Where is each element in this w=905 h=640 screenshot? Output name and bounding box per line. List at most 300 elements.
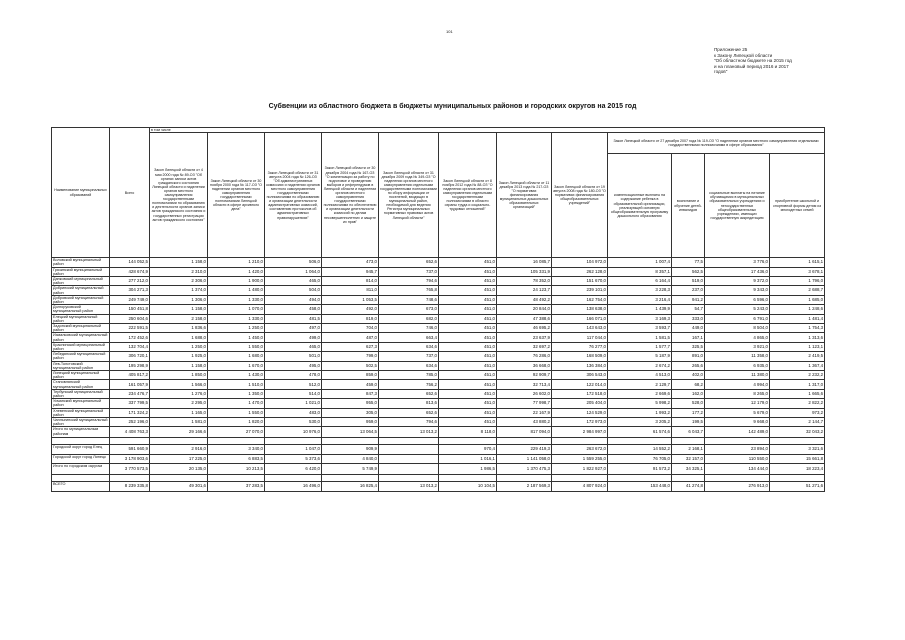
cell-value: 451,0 (439, 380, 497, 389)
cell-value: 151 670,0 (552, 276, 608, 285)
row-name: Усманский муниципальный район (52, 399, 110, 408)
cell-value: 1 481,4 (770, 314, 825, 323)
spacer-row (52, 474, 825, 481)
table-row (52, 276, 825, 285)
cell-value: 1 510,0 (208, 380, 265, 389)
appendix-line: "Об областном бюджете на 2015 год (714, 58, 792, 64)
cell-value: 3 593,7 (608, 323, 672, 332)
cell-value: 2 674,2 (608, 361, 672, 370)
cell-value: 530,0 (265, 418, 322, 427)
cell-value: 473,0 (322, 258, 379, 267)
empty-cell (322, 438, 379, 445)
cell-value: 9 668,0 (705, 418, 770, 427)
cell-value: 1 566,0 (150, 380, 208, 389)
cell-value: 813,6 (379, 399, 439, 408)
cell-value: 451,0 (439, 267, 497, 276)
cell-value: 1 581,0 (150, 418, 208, 427)
cell-value: 26 602,0 (497, 389, 552, 398)
cell-value: 495,0 (265, 361, 322, 370)
cell-value: 20 135,0 (150, 463, 208, 474)
cell-value: 14 552,2 (608, 445, 672, 454)
cell-value: 167,1 (672, 333, 705, 342)
empty-cell (110, 438, 150, 445)
header-total: Всего (110, 128, 150, 258)
row-name: Городской округ город Липецк (52, 454, 110, 463)
row-name: Воловский муниципальный район (52, 258, 110, 267)
row-name: Задонский муниципальный район (52, 323, 110, 332)
table-row (52, 342, 825, 351)
cell-value: 1 420,0 (208, 267, 265, 276)
empty-cell (608, 438, 672, 445)
header-name: Наименование муниципальных образований (52, 128, 110, 258)
cell-total: 195 298,9 (110, 361, 150, 370)
cell-value: 451,0 (439, 323, 497, 332)
cell-value: 16 496,0 (265, 481, 322, 491)
cell-value: 704,0 (322, 323, 379, 332)
cell-total: 337 799,5 (110, 399, 150, 408)
cell-value: 1 158,0 (150, 361, 208, 370)
cell-value: 136 384,0 (552, 361, 608, 370)
header-meals: социальные выплаты на питание обучающимся в муниципальных образовательных учреждениях и негосударственных общеобразовательных учреждениях, имеющих государственную аккредитацию (705, 154, 770, 258)
header-law-3: Закон Липецкой области от 31 августа 2004 года № 126-ОЗ "Об административных комиссиях и наделении органов местного самоуправления государственными полномочиями по образованию и организации деятельности административных комиссий, составлению протоколов об административных правонарушениях" (265, 133, 322, 258)
cell-value: 134 444,0 (705, 463, 770, 474)
cell-value: 23 894,0 (705, 445, 770, 454)
cell-total: 405 817,2 (110, 370, 150, 379)
subsidies-table (51, 127, 825, 492)
row-name: Городской округ город Елец (52, 445, 110, 454)
row-name: Данковский муниципальный район (52, 276, 110, 285)
cell-value: 78 352,0 (497, 276, 552, 285)
cell-value: 51 271,6 (770, 481, 825, 491)
table-row (52, 418, 825, 427)
cell-value: 451,0 (439, 352, 497, 361)
cell-value: 1 665,6 (770, 389, 825, 398)
cell-value: 465,0 (265, 342, 322, 351)
cell-value: 1 350,0 (208, 389, 265, 398)
cell-value: 2 916,0 (150, 445, 208, 454)
cell-value: 499,0 (265, 333, 322, 342)
cell-total: 249 749,0 (110, 295, 150, 304)
cell-value: 1 250,0 (150, 342, 208, 351)
table-row (52, 427, 825, 438)
table-row (52, 380, 825, 389)
cell-value: 1 330,0 (208, 314, 265, 323)
cell-value: 562,5 (672, 267, 705, 276)
row-name: Лебедянский муниципальный район (52, 352, 110, 361)
cell-value: 799,0 (322, 352, 379, 361)
cell-value: 2 306,0 (150, 276, 208, 285)
cell-value: 2 168,1 (672, 445, 705, 454)
empty-cell (770, 438, 825, 445)
table-body (52, 258, 825, 492)
cell-value: 1 615,1 (770, 258, 825, 267)
row-name: Хлевенский муниципальный район (52, 408, 110, 417)
cell-value: 970,4 (439, 445, 497, 454)
table-row (52, 333, 825, 342)
cell-value: 2 984 997,0 (552, 427, 608, 438)
cell-total: 161 057,9 (110, 380, 150, 389)
cell-value: 6 043,7 (672, 427, 705, 438)
cell-value: 49 301,6 (150, 481, 208, 491)
cell-value: 76 277,0 (552, 342, 608, 351)
cell-value: 32 697,2 (497, 342, 552, 351)
cell-value: 492,0 (322, 305, 379, 314)
header-disabled-children: воспитание и обучение детей-инвалидов (672, 154, 705, 258)
cell-value: 1 165,0 (150, 408, 208, 417)
cell-value: 512,0 (265, 380, 322, 389)
cell-value: 451,0 (439, 361, 497, 370)
cell-value: 1 993,2 (608, 408, 672, 417)
cell-value: 27 070,0 (208, 427, 265, 438)
cell-value: 32 157,0 (672, 454, 705, 463)
cell-value (379, 454, 439, 463)
empty-cell (265, 474, 322, 481)
table-row (52, 408, 825, 417)
cell-value: 6 596,0 (705, 295, 770, 304)
cell-value: 1 330,0 (208, 295, 265, 304)
cell-value: 199,5 (672, 418, 705, 427)
cell-value: 4 994,0 (705, 380, 770, 389)
empty-cell (770, 474, 825, 481)
cell-value: 172 518,0 (552, 389, 608, 398)
cell-total: 8 239 335,8 (110, 481, 150, 491)
cell-value: 76 705,0 (608, 454, 672, 463)
row-name: Чаплыгинский муниципальный район (52, 418, 110, 427)
cell-value: 8 357,1 (608, 267, 672, 276)
cell-value: 891,0 (672, 352, 705, 361)
empty-cell (110, 474, 150, 481)
empty-cell (52, 438, 110, 445)
cell-total: 250 604,6 (110, 314, 150, 323)
cell-value: 3 776,0 (705, 258, 770, 267)
cell-value: 6 935,0 (705, 361, 770, 370)
cell-value: 451,0 (439, 389, 497, 398)
cell-value: 2 144,7 (770, 418, 825, 427)
row-name: Тербунский муниципальный район (52, 389, 110, 398)
cell-value: 263 672,0 (552, 445, 608, 454)
table-row (52, 286, 825, 295)
cell-value: 504,0 (265, 286, 322, 295)
cell-value: 1 480,0 (208, 286, 265, 295)
cell-value: 2 822,2 (770, 399, 825, 408)
row-name: Становлянский муниципальный район (52, 380, 110, 389)
cell-value: 1 007,4 (608, 258, 672, 267)
cell-value: 494,0 (265, 295, 322, 304)
cell-value: 262 128,0 (552, 267, 608, 276)
cell-value: 3 216,4 (608, 295, 672, 304)
cell-value: 8 265,0 (705, 389, 770, 398)
cell-value: 1 550,0 (208, 408, 265, 417)
empty-cell (150, 438, 208, 445)
cell-value: 2 187 569,3 (497, 481, 552, 491)
row-name: Итого по городским округам (52, 463, 110, 474)
cell-value: 13 013,2 (379, 427, 439, 438)
cell-value: 166 071,0 (552, 314, 608, 323)
cell-value: 265,6 (672, 361, 705, 370)
cell-value: 487,0 (322, 333, 379, 342)
empty-cell (379, 474, 439, 481)
cell-value: 1 250,0 (208, 323, 265, 332)
grand-total-row (52, 481, 825, 491)
spacer-row (52, 438, 825, 445)
cell-value: 1 670,0 (208, 361, 265, 370)
cell-value: 1 430,0 (208, 370, 265, 379)
cell-value: 8 118,0 (439, 427, 497, 438)
cell-value: 61 574,6 (608, 427, 672, 438)
cell-value: 1 158,0 (150, 258, 208, 267)
cell-total: 144 052,5 (110, 258, 150, 267)
empty-cell (705, 438, 770, 445)
empty-cell (208, 438, 265, 445)
cell-value: 627,3 (322, 342, 379, 351)
cell-value: 794,6 (379, 276, 439, 285)
cell-value: 11 380,0 (705, 370, 770, 379)
cell-value: 847,3 (322, 389, 379, 398)
cell-value: 4 865,0 (705, 333, 770, 342)
cell-value: 305,0 (322, 408, 379, 417)
cell-value: 756,2 (379, 380, 439, 389)
cell-total: 234 476,7 (110, 389, 150, 398)
cell-value: 6 883,5 (208, 454, 265, 463)
empty-cell (672, 438, 705, 445)
cell-value: 451,0 (439, 370, 497, 379)
cell-value: 17 225,0 (150, 454, 208, 463)
cell-total: 171 324,2 (110, 408, 150, 417)
appendix-reference (714, 47, 824, 75)
cell-value: 1 317,0 (770, 380, 825, 389)
cell-value: 451,0 (439, 342, 497, 351)
cell-value: 458,0 (265, 305, 322, 314)
cell-value: 481,5 (265, 314, 322, 323)
cell-value: 1 581,5 (608, 333, 672, 342)
cell-value: 451,0 (439, 276, 497, 285)
table-row (52, 361, 825, 370)
cell-value: 909,9 (322, 445, 379, 454)
cell-total: 3 770 573,5 (110, 463, 150, 474)
cell-value: 3 205,2 (608, 418, 672, 427)
cell-total: 172 452,6 (110, 333, 150, 342)
cell-total: 591 660,9 (110, 445, 150, 454)
cell-value: 1 925,0 (150, 352, 208, 361)
row-name: Добровский муниципальный район (52, 295, 110, 304)
cell-value: 1 796,0 (770, 276, 825, 285)
empty-cell (672, 474, 705, 481)
cell-value: 3 340,0 (208, 445, 265, 454)
cell-value: 5 749,9 (322, 463, 379, 474)
cell-value: 16 085,7 (497, 258, 552, 267)
cell-value: 941,2 (672, 295, 705, 304)
cell-value: 1 158,0 (150, 305, 208, 314)
cell-value: 18 223,4 (770, 463, 825, 474)
cell-value: 3 921,0 (705, 342, 770, 351)
row-name: Итого по муниципальным районам (52, 427, 110, 438)
cell-value: 1 820,0 (208, 418, 265, 427)
table-row (52, 323, 825, 332)
cell-value: 2 688,7 (770, 286, 825, 295)
cell-value: 459,0 (322, 380, 379, 389)
header-law-6: Закон Липецкой области от 8 ноября 2012 года № 88-ОЗ "О наделении органов местного самоуправления отдельными государственными полномочиями в области охраны труда и социально-трудовых отношений" (439, 133, 497, 258)
cell-value: 20 844,0 (497, 305, 552, 314)
cell-value: 2 158,0 (150, 314, 208, 323)
cell-value: 955,0 (322, 399, 379, 408)
cell-value: 402,0 (672, 370, 705, 379)
cell-total: 132 704,4 (110, 342, 150, 351)
empty-cell (552, 438, 608, 445)
cell-value: 451,0 (439, 286, 497, 295)
cell-value: 23 637,9 (497, 333, 552, 342)
row-name: Измалковский муниципальный район (52, 333, 110, 342)
cell-value: 4 513,0 (608, 370, 672, 379)
table-row (52, 305, 825, 314)
cell-value: 9 372,0 (705, 276, 770, 285)
cell-value: 3 228,3 (608, 286, 672, 295)
cell-value: 1 986,5 (439, 463, 497, 474)
empty-cell (150, 474, 208, 481)
cell-value: 1 685,0 (770, 295, 825, 304)
cell-value: 652,6 (379, 258, 439, 267)
cell-value: 449,0 (672, 323, 705, 332)
cell-total: 3 178 903,6 (110, 454, 150, 463)
table-row (52, 267, 825, 276)
cell-value: 5 243,0 (705, 305, 770, 314)
cell-value: 5 373,6 (265, 454, 322, 463)
table-row (52, 445, 825, 454)
cell-value: 1 047,0 (265, 445, 322, 454)
cell-value: 110 550,0 (705, 454, 770, 463)
cell-value: 46 695,2 (497, 323, 552, 332)
cell-value: 519,0 (672, 276, 705, 285)
cell-value: 973,2 (770, 408, 825, 417)
cell-value: 153 448,0 (608, 481, 672, 491)
row-name: Краснинский муниципальный район (52, 342, 110, 351)
table-row (52, 454, 825, 463)
cell-total: 428 674,9 (110, 267, 150, 276)
cell-value: 5 679,0 (705, 408, 770, 417)
cell-value: 172 973,0 (552, 418, 608, 427)
cell-value: 168 509,0 (552, 352, 608, 361)
cell-value: 746,0 (379, 323, 439, 332)
cell-value: 1 754,3 (770, 323, 825, 332)
cell-total: 306 720,1 (110, 352, 150, 361)
cell-value (379, 445, 439, 454)
cell-value: 13 013,2 (379, 481, 439, 491)
cell-value: 1 836,6 (150, 323, 208, 332)
cell-value: 652,6 (379, 408, 439, 417)
empty-cell (497, 474, 552, 481)
cell-value: 1 070,0 (208, 305, 265, 314)
cell-value: 959,0 (322, 418, 379, 427)
cell-value: 451,0 (439, 258, 497, 267)
cell-value: 13 064,5 (322, 427, 379, 438)
cell-value: 1 850,0 (150, 370, 208, 379)
table-row (52, 389, 825, 398)
empty-cell (552, 474, 608, 481)
row-name: Лев-Толстовский муниципальный район (52, 361, 110, 370)
cell-value: 1 064,0 (265, 267, 322, 276)
cell-value: 1 559 255,0 (552, 454, 608, 463)
cell-value: 502,5 (322, 361, 379, 370)
cell-value: 1 367,4 (770, 361, 825, 370)
cell-value: 2 295,0 (150, 399, 208, 408)
cell-value: 142 489,0 (705, 427, 770, 438)
cell-value: 1 370 475,3 (497, 463, 552, 474)
cell-value: 122 014,0 (552, 380, 608, 389)
cell-value: 451,0 (439, 305, 497, 314)
cell-value: 77 998,7 (497, 399, 552, 408)
cell-value: 1 016,1 (439, 454, 497, 463)
cell-value: 663,4 (379, 333, 439, 342)
cell-value: 47 388,6 (497, 314, 552, 323)
cell-value: 737,0 (379, 267, 439, 276)
cell-value: 4 807 924,0 (552, 481, 608, 491)
cell-value: 2 310,0 (150, 267, 208, 276)
cell-value: 514,0 (265, 389, 322, 398)
table-row (52, 314, 825, 323)
cell-value: 15 661,8 (770, 454, 825, 463)
cell-value: 177,2 (672, 408, 705, 417)
cell-value: 451,0 (439, 408, 497, 417)
cell-value: 229 419,3 (497, 445, 552, 454)
cell-value: 1 680,0 (208, 352, 265, 361)
header-law-7: Закон Липецкой области от 11 декабря 2013 года № 217-ОЗ "О нормативах финансирования муниципальных дошкольных образовательных организаций" (497, 133, 552, 258)
row-name: ВСЕГО (52, 481, 110, 491)
cell-value: 765,8 (379, 286, 439, 295)
cell-value: 1 577,7 (608, 342, 672, 351)
cell-value: 859,0 (322, 370, 379, 379)
cell-value: 811,0 (322, 286, 379, 295)
cell-value: 36 668,0 (497, 361, 552, 370)
table-row (52, 399, 825, 408)
cell-value: 819,0 (322, 314, 379, 323)
cell-value: 10 213,5 (208, 463, 265, 474)
cell-value: 1 053,5 (322, 295, 379, 304)
cell-value: 162,0 (672, 389, 705, 398)
cell-value: 483,0 (265, 408, 322, 417)
cell-value: 2 232,2 (770, 370, 825, 379)
row-name: Липецкий муниципальный район (52, 370, 110, 379)
cell-value: 1 021,0 (265, 399, 322, 408)
header-including: в том числе (150, 128, 825, 133)
cell-value: 43 880,2 (497, 418, 552, 427)
cell-value: 10 976,0 (265, 427, 322, 438)
cell-value: 634,6 (379, 361, 439, 370)
cell-value: 497,0 (265, 323, 322, 332)
cell-value: 2 129,7 (608, 380, 672, 389)
empty-cell (439, 438, 497, 445)
cell-value: 5 187,9 (608, 352, 672, 361)
cell-value: 794,6 (379, 418, 439, 427)
cell-value: 1 688,0 (150, 333, 208, 342)
cell-value: 1 470,0 (208, 399, 265, 408)
cell-value: 205 404,0 (552, 399, 608, 408)
cell-value: 24 123,7 (497, 286, 552, 295)
empty-cell (265, 438, 322, 445)
cell-value: 478,0 (265, 370, 322, 379)
cell-value: 817 094,0 (497, 427, 552, 438)
cell-value: 1 248,6 (770, 305, 825, 314)
cell-value: 54,7 (672, 305, 705, 314)
cell-total: 252 196,0 (110, 418, 150, 427)
table-row (52, 463, 825, 474)
cell-value: 501,0 (265, 352, 322, 361)
cell-value: 117 044,0 (552, 333, 608, 342)
header-education-group: Закон Липецкой области от 27 декабря 2007 года № 119-ОЗ "О наделении органов местного самоуправления отдельными государственными полномочиями в сфере образования" (608, 133, 825, 154)
header-law-1: Закон Липецкой области от 4 мая 2000 года № 89-ОЗ "Об органах записи актов гражданского состояния Липецкой области и наделении органов местного самоуправления государственными полномочиями по образованию и деятельности органов записи актов гражданского состояния и государственных регистрации актов гражданского состояния" (150, 133, 208, 258)
cell-value: 3 678,1 (770, 267, 825, 276)
cell-value: 237,0 (672, 286, 705, 295)
cell-value: 673,0 (379, 305, 439, 314)
cell-value: 1 210,0 (208, 258, 265, 267)
